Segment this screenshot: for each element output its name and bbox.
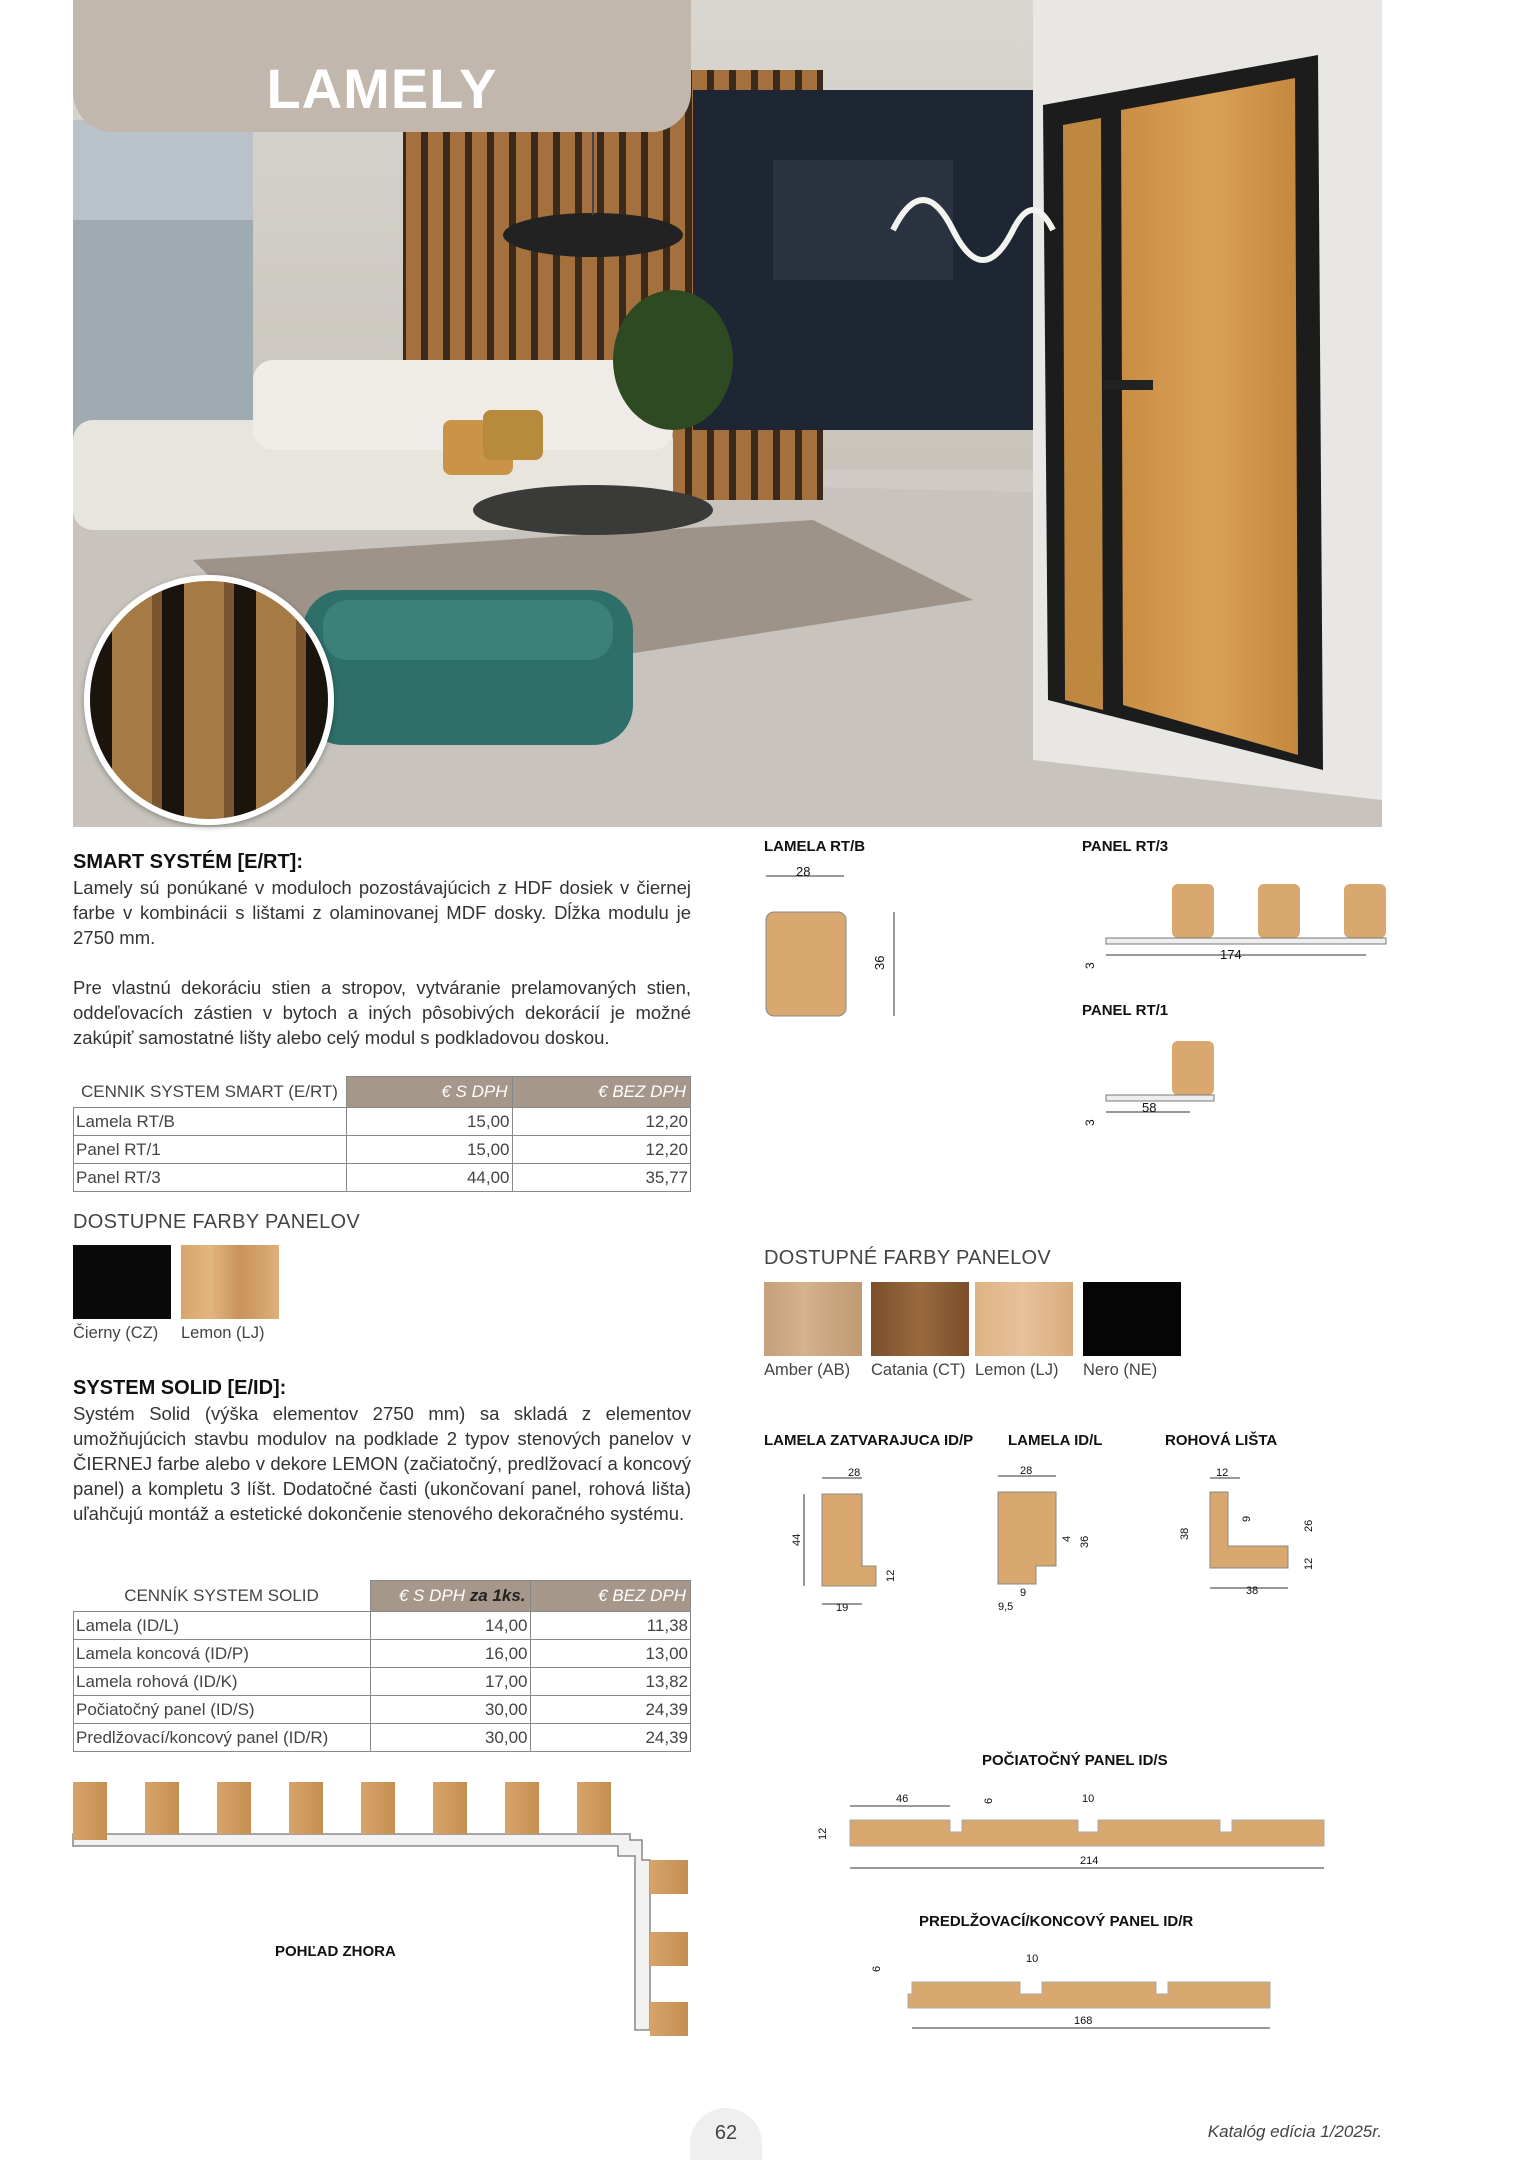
dim-label: 19	[836, 1602, 849, 1614]
dim-label: 12	[817, 1827, 829, 1840]
dim-label: 214	[1080, 1855, 1099, 1867]
swatch-cierny	[73, 1245, 171, 1319]
table-row	[74, 1136, 691, 1164]
dim-label: 4	[1061, 1535, 1073, 1542]
solid-col-s-dph-a: € S DPH	[398, 1586, 465, 1605]
smart-colors-heading: DOSTUPNE FARBY PANELOV	[73, 1211, 361, 1233]
dim-label: 6	[983, 1797, 995, 1804]
rohova-lista-diagram	[1170, 1458, 1320, 1608]
lamela-zatv-diagram	[790, 1458, 920, 1623]
row-name: Panel RT/1	[74, 1136, 347, 1164]
smart-col-s-dph: € S DPH	[346, 1077, 512, 1108]
swatch-label: Catania (CT)	[871, 1361, 966, 1379]
swatch-lemon-lj	[975, 1282, 1073, 1356]
panel-idr-title: PREDLŽOVACÍ/KONCOVÝ PANEL ID/R	[919, 1913, 1194, 1930]
title-tab	[73, 0, 691, 132]
row-name: Lamela RT/B	[74, 1108, 347, 1136]
dim-label: 38	[1179, 1527, 1191, 1540]
solid-col-s-dph-b: za 1ks.	[469, 1586, 526, 1605]
dim-label: 10	[1026, 1953, 1039, 1965]
row-name: Lamela rohová (ID/K)	[74, 1668, 371, 1696]
row-bez-dph: 11,38	[530, 1612, 691, 1640]
panel-rt3-title: PANEL RT/3	[1082, 838, 1169, 855]
row-s-dph: 44,00	[346, 1164, 512, 1192]
solid-col-bez-dph: € BEZ DPH	[530, 1581, 691, 1612]
dim-label: 9	[1020, 1587, 1027, 1599]
row-name: Lamela koncová (ID/P)	[74, 1640, 371, 1668]
dim-label: 28	[796, 864, 811, 879]
solid-paragraph: Systém Solid (výška elementov 2750 mm) sa skladá z elementov umožňujúcich stavbu modulov na podklade 2 typov stenových panelov v ČIERNEJ farbe alebo v dekore LEMON (začiatočný, predlžovací a koncový panel) a kompletu 3 líšt. Dodatočné časti (ukončovaní panel, rohová lišta) uľahčujú montáž a estetické dokončenie stenového dekoračného systému.	[73, 1403, 691, 1524]
row-name: Predlžovací/koncový panel (ID/R)	[74, 1724, 371, 1752]
panel-idr-diagram	[860, 1946, 1280, 2046]
dim-label: 38	[1246, 1585, 1259, 1597]
panel-rt1-diagram	[1080, 1036, 1220, 1136]
page-title: LAMELY	[266, 57, 498, 120]
solid-col-s-dph	[370, 1581, 530, 1612]
dim-label: 3	[1083, 962, 1097, 969]
table-row	[74, 1612, 691, 1640]
swatch-label: Lemon (LJ)	[975, 1361, 1059, 1379]
top-view-diagram	[70, 1780, 700, 2040]
row-name: Lamela (ID/L)	[74, 1612, 371, 1640]
dim-label: 28	[1020, 1465, 1033, 1477]
lamela-rtb-diagram	[760, 858, 920, 1028]
smart-table-caption: CENNIK SYSTEM SMART (E/RT)	[74, 1077, 347, 1108]
lamela-idl-title: LAMELA ID/L	[1008, 1432, 1103, 1449]
row-bez-dph: 12,20	[512, 1108, 691, 1136]
table-row	[74, 1696, 691, 1724]
row-s-dph: 15,00	[346, 1136, 512, 1164]
table-row	[74, 1164, 691, 1192]
dim-label: 174	[1220, 947, 1242, 962]
lamela-zatv-title: LAMELA ZATVARAJUCA ID/P	[764, 1432, 974, 1449]
lamela-detail-inset	[84, 575, 334, 825]
top-view-label: POHĽAD ZHORA	[275, 1943, 396, 1960]
row-name: Počiatočný panel (ID/S)	[74, 1696, 371, 1724]
dim-label: 3	[1083, 1119, 1097, 1126]
table-row	[74, 1108, 691, 1136]
row-name: Panel RT/3	[74, 1164, 347, 1192]
row-s-dph: 30,00	[370, 1724, 530, 1752]
catalog-edition: Katalóg edícia 1/2025r.	[1207, 2122, 1382, 2141]
swatch-catania	[871, 1282, 969, 1356]
row-bez-dph: 24,39	[530, 1724, 691, 1752]
row-s-dph: 16,00	[370, 1640, 530, 1668]
dim-label: 168	[1074, 2015, 1093, 2027]
dim-label: 12	[1216, 1467, 1229, 1479]
row-bez-dph: 35,77	[512, 1164, 691, 1192]
panel-ids-diagram	[812, 1788, 1332, 1888]
row-s-dph: 17,00	[370, 1668, 530, 1696]
swatch-amber	[764, 1282, 862, 1356]
dim-label: 44	[791, 1533, 803, 1546]
lamela-rtb-title: LAMELA RT/B	[764, 838, 866, 855]
solid-table-caption: CENNÍK SYSTEM SOLID	[74, 1581, 371, 1612]
page-number: 62	[690, 2108, 762, 2160]
table-row	[74, 1668, 691, 1696]
smart-paragraph-1: Lamely sú ponúkané v moduloch pozostávajúcich z HDF dosiek v čiernej farbe v kombinácii s lištami z olaminovanej MDF dosky. Dĺžka modulu je 2750 mm.	[73, 877, 691, 948]
row-bez-dph: 12,20	[512, 1136, 691, 1164]
panel-rt1-title: PANEL RT/1	[1082, 1002, 1169, 1019]
panel-rt3-diagram	[1080, 875, 1390, 975]
dim-label: 36	[1079, 1535, 1091, 1548]
row-bez-dph: 13,00	[530, 1640, 691, 1668]
swatch-nero	[1083, 1282, 1181, 1356]
row-s-dph: 30,00	[370, 1696, 530, 1724]
solid-price-table	[73, 1580, 691, 1752]
swatch-lemon	[181, 1245, 279, 1319]
row-bez-dph: 24,39	[530, 1696, 691, 1724]
row-s-dph: 15,00	[346, 1108, 512, 1136]
dim-label: 12	[885, 1569, 897, 1582]
solid-heading: SYSTEM SOLID [E/ID]:	[73, 1377, 287, 1399]
table-row	[74, 1640, 691, 1668]
dim-label: 10	[1082, 1793, 1095, 1805]
dim-label: 26	[1303, 1519, 1315, 1532]
dim-label: 12	[1303, 1557, 1315, 1570]
dim-label: 58	[1142, 1100, 1157, 1115]
table-row	[74, 1724, 691, 1752]
swatch-label: Nero (NE)	[1083, 1361, 1158, 1379]
dim-label: 9	[1241, 1515, 1253, 1522]
swatch-label: Lemon (LJ)	[181, 1324, 265, 1342]
panel-ids-title: POČIATOČNÝ PANEL ID/S	[982, 1752, 1168, 1769]
smart-heading: SMART SYSTÉM [E/RT]:	[73, 851, 303, 873]
row-bez-dph: 13,82	[530, 1668, 691, 1696]
swatch-label: Amber (AB)	[764, 1361, 851, 1379]
lamela-idl-diagram	[990, 1456, 1100, 1616]
dim-label: 6	[871, 1965, 883, 1972]
smart-paragraph-2: Pre vlastnú dekoráciu stien a stropov, vytváranie prelamovaných stien, oddeľovacích zástien v bytoch a iných pôsobivých dekorácií je možné zakúpiť samostatné lišty alebo celý modul s podkladovou doskou.	[73, 977, 691, 1048]
rohova-lista-title: ROHOVÁ LIŠTA	[1165, 1432, 1278, 1449]
smart-price-table	[73, 1076, 691, 1192]
dim-label: 46	[896, 1793, 909, 1805]
row-s-dph: 14,00	[370, 1612, 530, 1640]
swatch-label: Čierny (CZ)	[73, 1324, 159, 1342]
diagrams-colors-heading: DOSTUPNÉ FARBY PANELOV	[764, 1247, 1052, 1269]
dim-label: 28	[848, 1467, 861, 1479]
dim-label: 9,5	[998, 1601, 1014, 1613]
dim-label: 36	[872, 955, 887, 970]
smart-col-bez-dph: € BEZ DPH	[512, 1077, 691, 1108]
